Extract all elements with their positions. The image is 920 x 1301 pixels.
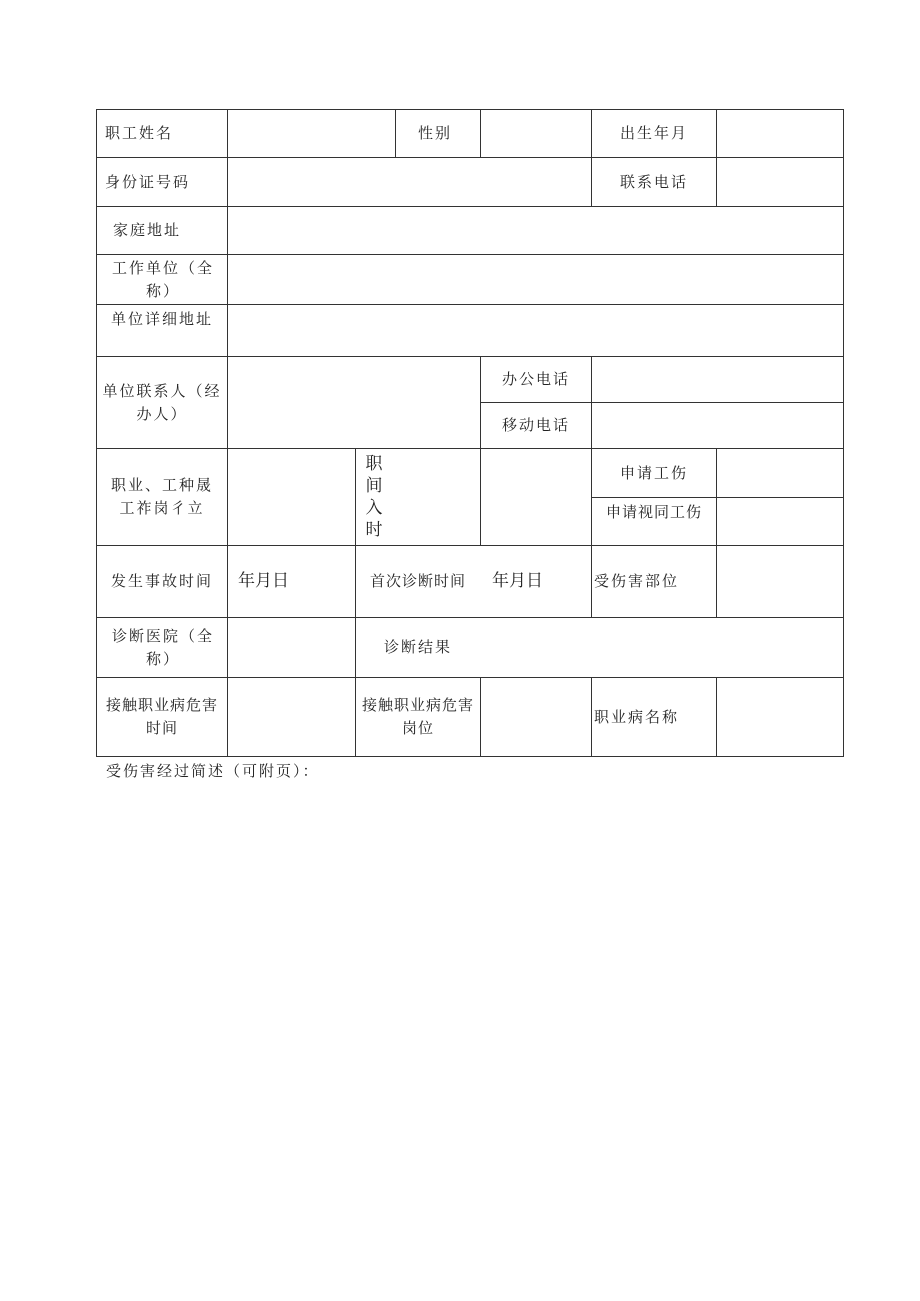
hire-time-label: 职间入时	[365, 454, 383, 540]
diagnosis-result-label: 诊断结果	[383, 638, 452, 656]
employer-name-label: 工作单位（全称）	[111, 258, 214, 300]
diagnosis-hospital-label: 诊断医院（全称）	[111, 626, 214, 668]
gender-label: 性别	[418, 124, 453, 142]
apply-injury-checkbox[interactable]	[717, 449, 843, 497]
injury-description-prompt: 受伤害经过简述（可附页）：	[106, 762, 320, 780]
injured-body-part-label: 受伤害部位	[594, 572, 680, 590]
apply-deemed-injury-checkbox[interactable]	[717, 498, 843, 545]
accident-time-label: 发生事故时间	[110, 572, 213, 590]
id-number-field[interactable]	[228, 158, 591, 206]
occupation-label: 职业、工种晟工祚岗彳立	[110, 476, 213, 517]
contact-phone-field[interactable]	[717, 158, 843, 206]
office-phone-field[interactable]	[592, 357, 843, 402]
employer-contact-person-field[interactable]	[228, 357, 480, 448]
hazard-exposure-post-field[interactable]	[481, 678, 591, 756]
table-border-right	[843, 109, 844, 757]
birth-date-field[interactable]	[717, 110, 843, 157]
accident-date-value[interactable]: 年月日	[238, 571, 289, 591]
occupation-field[interactable]	[228, 449, 355, 545]
home-address-label: 家庭地址	[113, 221, 182, 239]
mobile-phone-field[interactable]	[592, 403, 843, 448]
injured-body-part-field[interactable]	[717, 546, 843, 617]
application-form-table	[96, 109, 844, 757]
office-phone-label: 办公电话	[501, 370, 570, 388]
hire-time-field[interactable]	[481, 449, 591, 545]
employer-contact-person-label: 单位联系人（经办人）	[102, 381, 222, 423]
hazard-exposure-time-label: 接触职业病危害时间	[105, 696, 218, 737]
occupational-disease-name-label: 职业病名称	[594, 707, 680, 726]
mobile-phone-label: 移动电话	[501, 416, 570, 434]
employer-name-field[interactable]	[228, 255, 843, 304]
birth-date-label: 出生年月	[619, 124, 688, 142]
apply-deemed-injury-label: 申请视同工伤	[605, 502, 702, 521]
table-border-bottom	[96, 756, 844, 757]
employer-address-field[interactable]	[228, 305, 843, 356]
gender-field[interactable]	[481, 110, 591, 157]
diagnosis-hospital-field[interactable]	[228, 618, 355, 677]
hazard-exposure-post-label: 接触职业病危害岗位	[361, 696, 474, 737]
hazard-exposure-time-field[interactable]	[228, 678, 355, 756]
occupational-disease-name-field[interactable]	[717, 678, 843, 756]
first-diagnosis-time-label: 首次诊断时间	[369, 572, 466, 590]
first-diagnosis-date-value[interactable]: 年月日	[492, 571, 543, 591]
employee-name-field[interactable]	[228, 110, 395, 157]
apply-injury-label: 申请工伤	[619, 463, 688, 482]
diagnosis-result-field[interactable]	[481, 618, 843, 677]
home-address-field[interactable]	[228, 207, 843, 254]
employee-name-label: 职工姓名	[105, 124, 174, 142]
id-number-label: 身份证号码	[105, 172, 191, 191]
contact-phone-label: 联系电话	[619, 172, 688, 191]
employer-address-label: 单位详细地址	[110, 309, 213, 328]
